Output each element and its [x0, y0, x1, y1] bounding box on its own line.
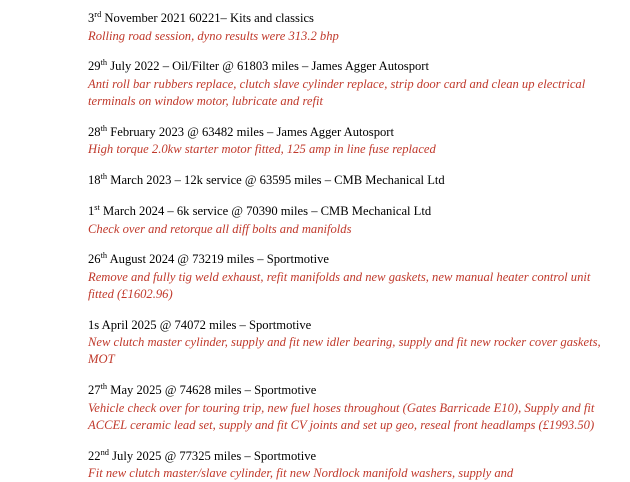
- entry-date-ordinal: th: [100, 172, 108, 182]
- entry-date-number: 18: [88, 173, 101, 188]
- entry-date-ordinal: th: [100, 58, 108, 68]
- entry-note: High torque 2.0kw starter motor fitted, 125 amp in line fuse replaced: [88, 142, 436, 157]
- service-entry: [88, 172, 608, 189]
- entry-heading-text: July 2025 @ 77325 miles – Sportmotive: [108, 448, 317, 463]
- entry-date-number: 27: [88, 383, 101, 398]
- entry-heading-text: March 2024 – 6k service @ 70390 miles – CMB Mechanical Ltd: [99, 203, 432, 218]
- entry-note: Check over and retorque all diff bolts and manifolds: [88, 221, 352, 236]
- service-entry: [88, 382, 608, 433]
- entry-date-number: 3: [88, 11, 95, 25]
- entry-date-ordinal: nd: [100, 447, 109, 457]
- entry-date-number: 22: [88, 448, 101, 463]
- entry-date-ordinal: st: [94, 202, 100, 212]
- service-entry: [88, 124, 608, 158]
- entry-date-ordinal: th: [100, 381, 108, 391]
- entry-heading: [88, 124, 608, 141]
- service-entry: [88, 58, 608, 109]
- entry-note: Rolling road session, dyno results were 313.2 bhp: [88, 28, 339, 43]
- service-entry: [88, 10, 608, 44]
- entry-heading-text: May 2025 @ 74628 miles – Sportmotive: [107, 383, 317, 398]
- entry-date-ordinal: th: [100, 251, 108, 261]
- entry-heading-text: February 2023 @ 63482 miles – James Agger Autosport: [107, 124, 394, 139]
- entry-heading: [88, 10, 608, 27]
- entry-date-number: 28: [88, 124, 101, 139]
- entry-date-number: 1s: [88, 317, 100, 332]
- service-entry: [88, 251, 608, 302]
- entry-heading: [88, 58, 608, 75]
- entry-note: Fit new clutch master/slave cylinder, fit new Nordlock manifold washers, supply and: [88, 466, 514, 481]
- entry-date-number: 29: [88, 59, 101, 74]
- entry-note: New clutch master cylinder, supply and fit new idler bearing, supply and fit new rocker cover gaskets, MOT: [88, 335, 601, 367]
- service-entry: [88, 317, 608, 368]
- entry-date-number: 1: [88, 203, 95, 218]
- entry-date-ordinal: rd: [94, 9, 102, 19]
- entry-heading: [88, 382, 608, 399]
- entry-note: Anti roll bar rubbers replace, clutch slave cylinder replace, strip door card and clean up electrical terminals on window motor, lubricate and refit: [88, 77, 586, 108]
- entry-heading: [88, 172, 608, 189]
- entry-heading: [88, 317, 608, 334]
- entry-heading-text: November 2021 60221– Kits and classics: [101, 11, 314, 25]
- service-entry: [88, 448, 608, 482]
- service-history-list: [88, 10, 608, 482]
- entry-heading-text: August 2024 @ 73219 miles – Sportmotive: [107, 252, 329, 267]
- entry-heading-text: July 2022 – Oil/Filter @ 61803 miles – James Agger Autosport: [107, 59, 429, 74]
- entry-heading-text: March 2023 – 12k service @ 63595 miles – CMB Mechanical Ltd: [107, 173, 445, 188]
- entry-date-number: 26: [88, 252, 101, 267]
- entry-heading: [88, 251, 608, 268]
- entry-note: Remove and fully tig weld exhaust, refit manifolds and new gaskets, new manual heater control unit fitted (£1602.96): [88, 270, 591, 301]
- entry-heading-text: April 2025 @ 74072 miles – Sportmotive: [99, 317, 312, 332]
- service-entry: [88, 203, 608, 237]
- entry-date-ordinal: th: [100, 123, 108, 133]
- entry-heading: [88, 203, 608, 220]
- entry-note: Vehicle check over for touring trip, new fuel hoses throughout (Gates Barricade E10), Supply and fit ACCEL ceramic lead set, supply and fit CV joints and set up geo, reseal front headlamps (£1993.50): [88, 400, 595, 432]
